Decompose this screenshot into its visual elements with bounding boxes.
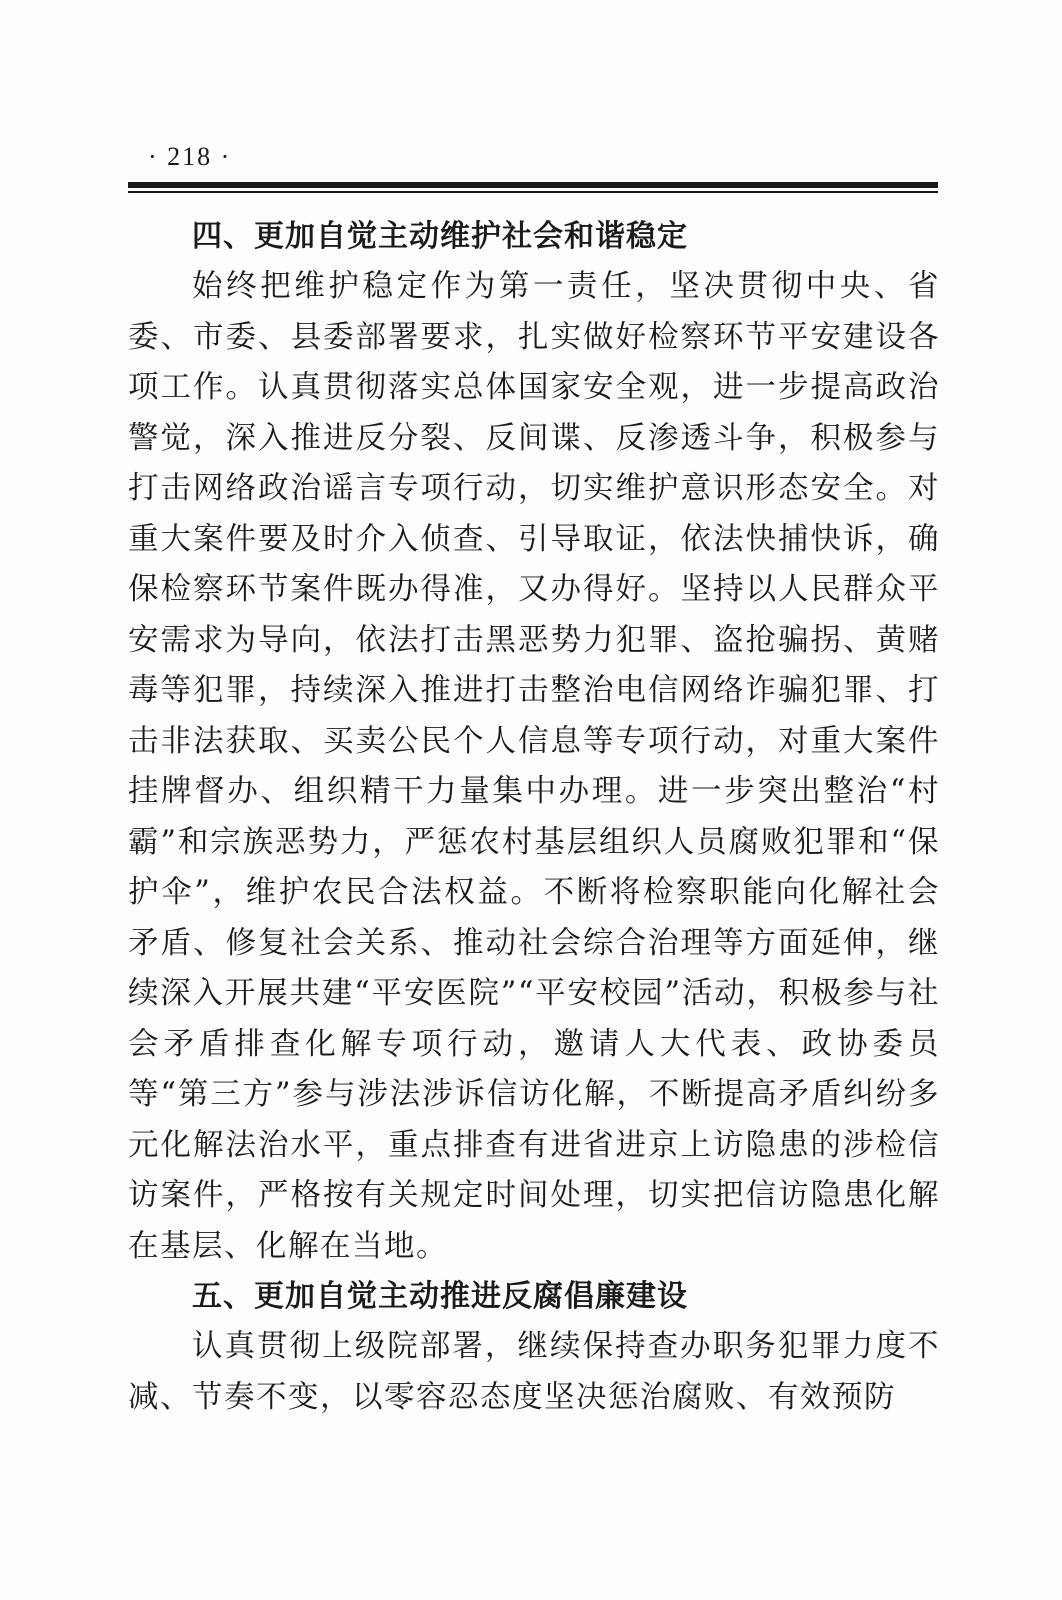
- body-text: [128, 212, 940, 1423]
- section-heading-5: 五、更加自觉主动推进反腐倡廉建设: [192, 1279, 688, 1314]
- section-heading-4: 四、更加自觉主动维护社会和谐稳定: [192, 219, 688, 254]
- section-paragraph-5: 认真贯彻上级院部署，继续保持查办职务犯罪力度不减、节奏不变，以零容忍态度坚决惩治腐败、有效预防: [128, 1329, 940, 1415]
- page-number: · 218 ·: [148, 142, 232, 171]
- header-rule-thin: [128, 191, 938, 193]
- header-rule-thick: [128, 182, 938, 188]
- section-paragraph-4: 始终把维护稳定作为第一责任，坚决贯彻中央、省委、市委、县委部署要求，扎实做好检察环节平安建设各项工作。认真贯彻落实总体国家安全观，进一步提高政治警觉，深入推进反分裂、反间谍、反渗透斗争，积极参与打击网络政治谣言专项行动，切实维护意识形态安全。对重大案件要及时介入侦查、引导取证，依法快捕快诉，确保检察环节案件既办得准，又办得好。坚持以人民群众平安需求为导向，依法打击黑恶势力犯罪、盗抢骗拐、黄赌毒等犯罪，持续深入推进打击整治电信网络诈骗犯罪、打击非法获取、买卖公民个人信息等专项行动，对重大案件挂牌督办、组织精干力量集中办理。进一步突出整治“村霸”和宗族恶势力，严惩农村基层组织人员腐败犯罪和“保护伞”，维护农民合法权益。不断将检察职能向化解社会矛盾、修复社会关系、推动社会综合治理等方面延伸，继续深入开展共建“平安医院”“平安校园”活动，积极参与社会矛盾排查化解专项行动，邀请人大代表、政协委员等“第三方”参与涉法涉诉信访化解，不断提高矛盾纠纷多元化解法治水平，重点排查有进省进京上访隐患的涉检信访案件，严格按有关规定时间处理，切实把信访隐患化解在基层、化解在当地。: [128, 269, 940, 1264]
